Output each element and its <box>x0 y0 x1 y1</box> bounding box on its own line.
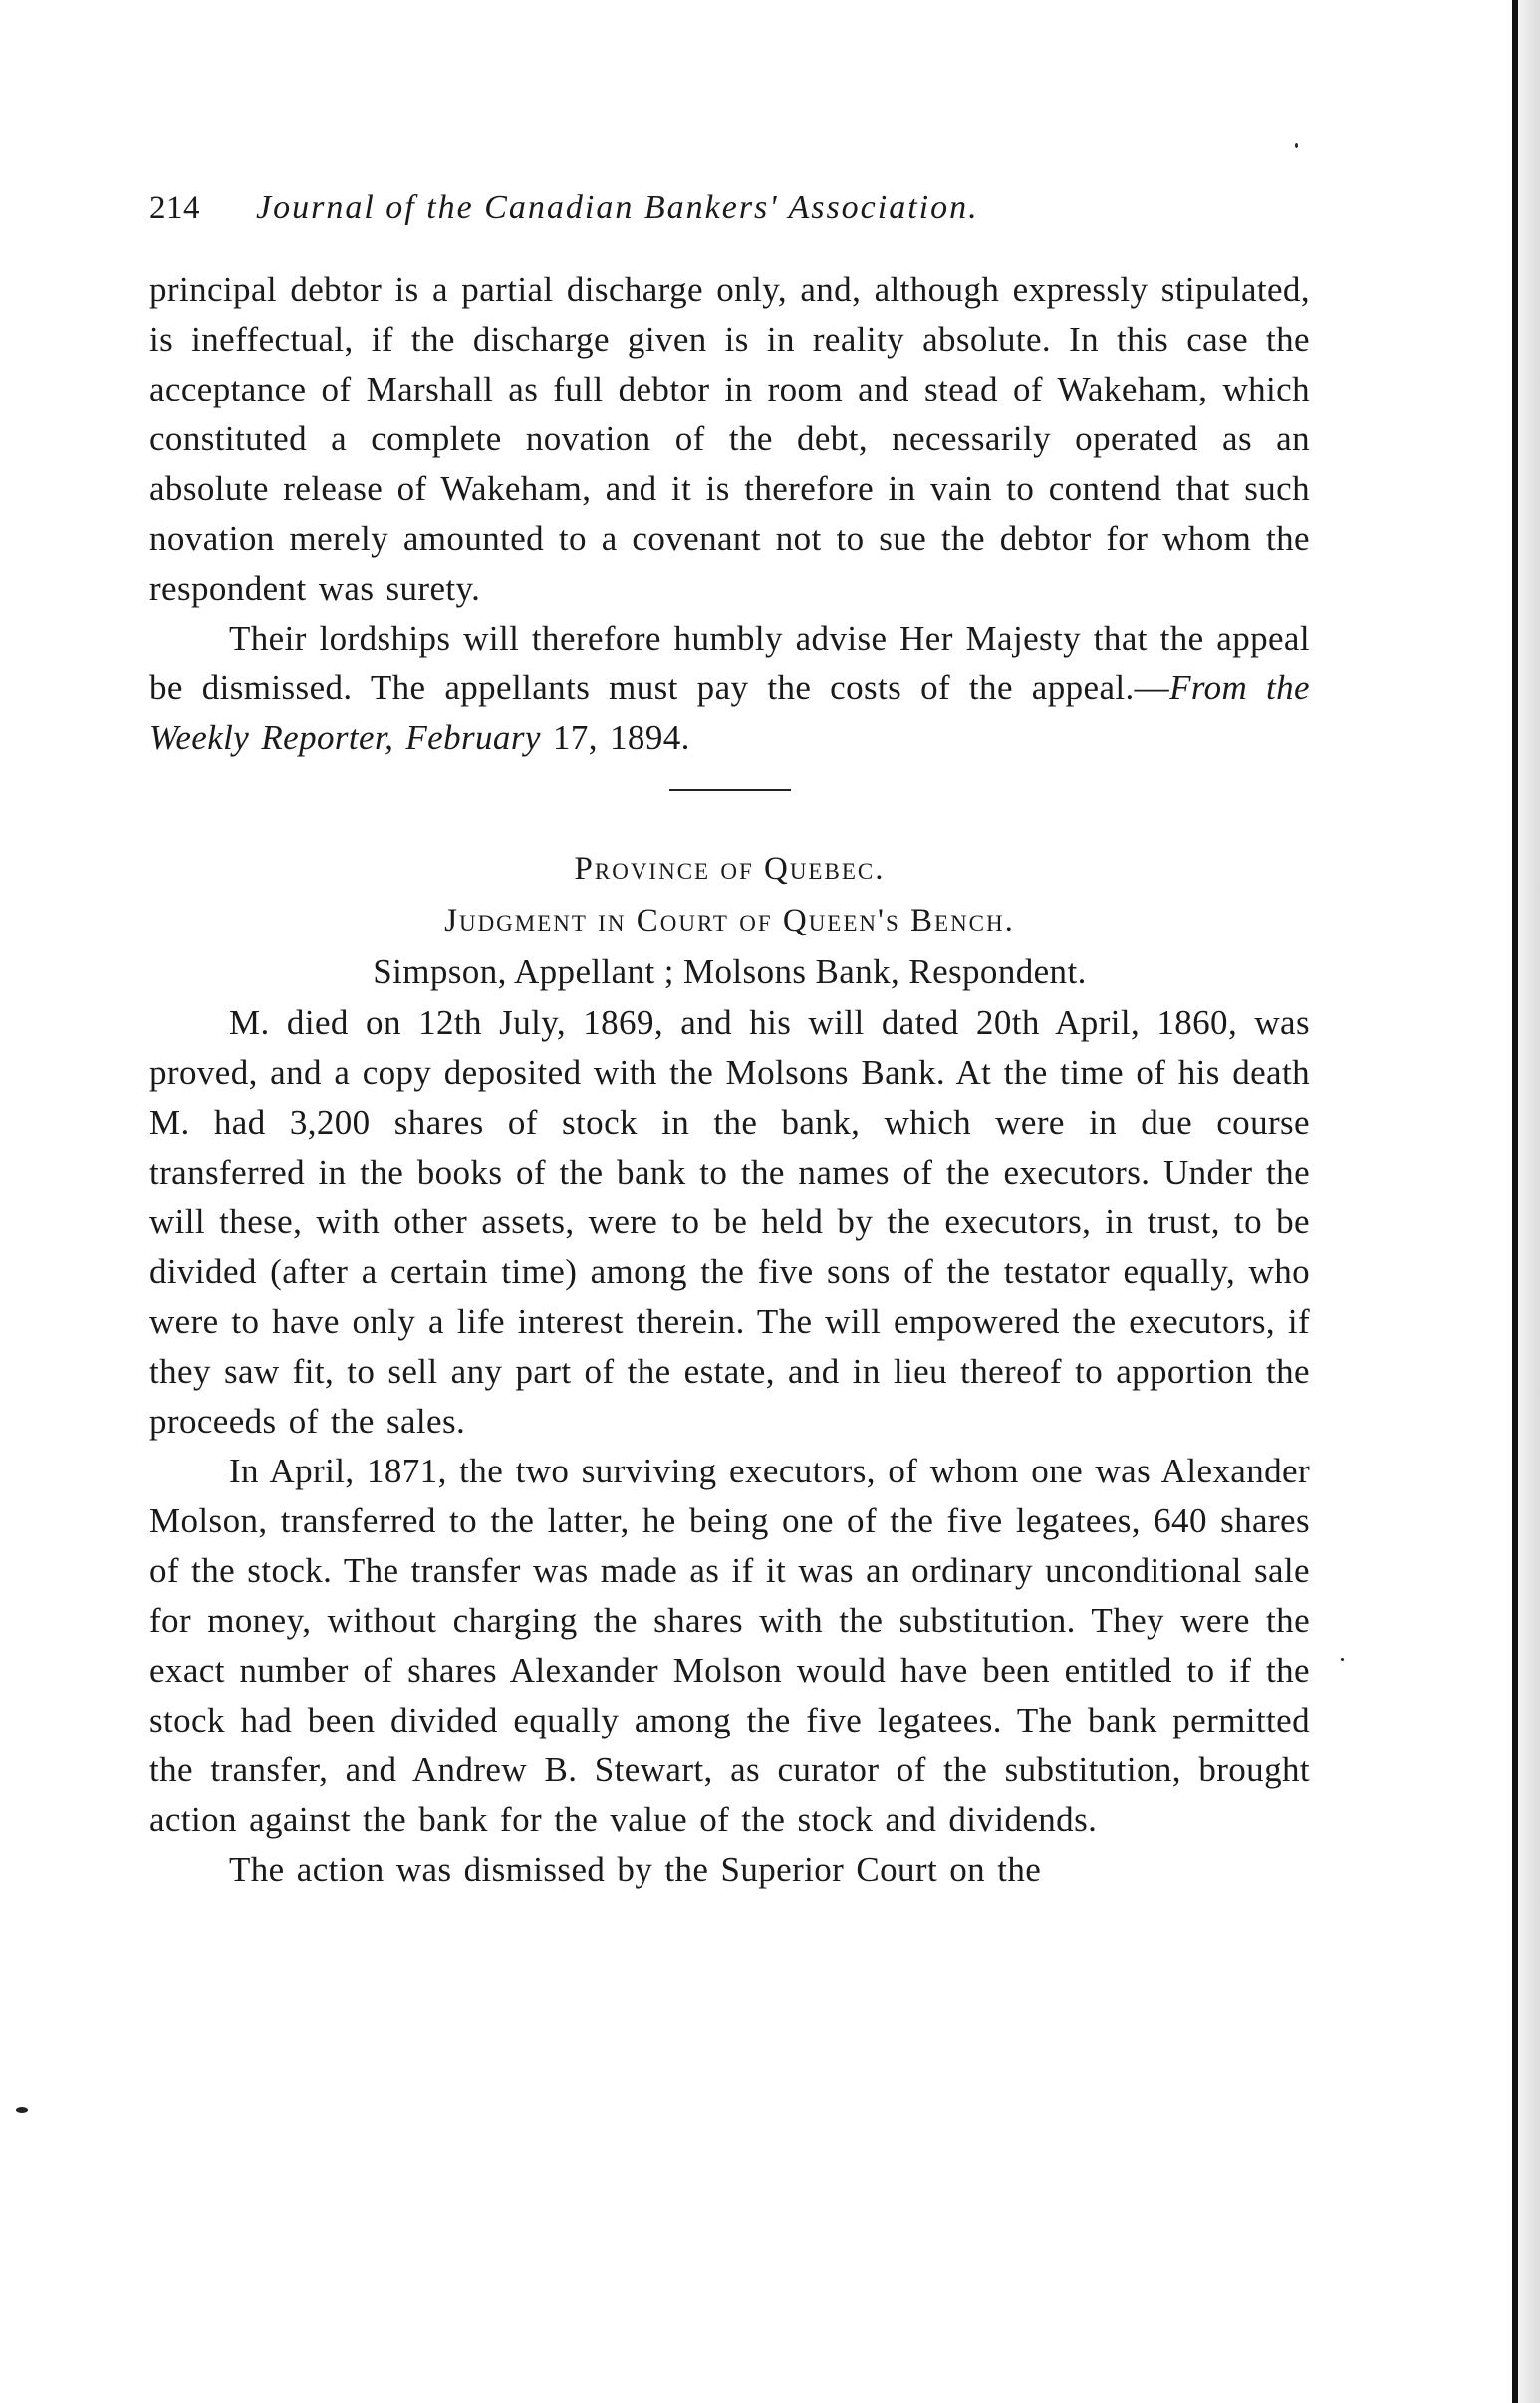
running-header <box>149 189 1310 227</box>
citation-text: From the Weekly Reporter, February <box>149 668 1310 757</box>
body-paragraph-1: M. died on 12th July, 1869, and his will dated 20th April, 1860, was proved, and a copy deposited with the Molsons Bank. At the time of his death M. had 3,200 shares of stock in the bank, which were in due course transferred in the books of the bank to the names of the executors. Under the will these, with other assets, were to be held by the executors, in trust, to be divided (after a certain time) among the five sons of the testator equally, who were to have only a life interest therein. The will empowered the executors, if they saw fit, to sell any part of the estate, and in lieu thereof to apportion the proceeds of the sales. <box>149 1003 1310 1441</box>
running-title: Journal of the Canadian Bankers' Association. <box>256 189 979 226</box>
case-parties: Simpson, Appellant ; Molsons Bank, Respondent. <box>373 952 1087 991</box>
province-heading: Province of Quebec. <box>574 851 886 887</box>
binding-edge <box>1512 0 1518 2403</box>
continuation-paragraph: principal debtor is a partial discharge only, and, although expressly stipulated, is ineffectual, if the discharge given is in reality absolute. In this case the acceptance of Marshall as full debtor in room and stead of Wakeham, which constituted a complete novation of the debt, necessarily operated as an absolute release of Wakeham, and it is therefore in vain to contend that such novation merely amounted to a covenant not to sue the debtor for whom the respondent was surety. <box>149 270 1310 608</box>
ink-speck <box>16 2107 28 2113</box>
body-paragraph-2: In April, 1871, the two surviving executors, of whom one was Alexander Molson, transferred to the latter, he being one of the five legatees, 640 shares of the stock. The transfer was made as if it was an ordinary unconditional sale for money, without charging the shares with the substitution. They were the exact number of shares Alexander Molson would have been entitled to if the stock had been divided equally among the five legatees. The bank permitted the transfer, and Andrew B. Stewart, as curator of the substitution, brought action against the bank for the value of the stock and dividends. <box>149 1452 1310 1839</box>
binding-shadow <box>1518 0 1540 2403</box>
court-heading: Judgment in Court of Queen's Bench. <box>444 903 1015 938</box>
body-paragraph-3: The action was dismissed by the Superior Court on the <box>229 1850 1042 1889</box>
page <box>149 189 1310 1895</box>
conclusion-date: 17, 1894. <box>540 718 690 757</box>
section-divider <box>669 789 791 791</box>
page-number: 214 <box>149 190 200 226</box>
ink-speck <box>1295 143 1298 148</box>
ink-speck <box>1341 1658 1344 1661</box>
conclusion-text: Their lordships will therefore humbly advise Her Majesty that the appeal be dismissed. The appellants must pay the costs of the appeal.— <box>149 619 1310 707</box>
conclusion-paragraph <box>149 614 1310 763</box>
